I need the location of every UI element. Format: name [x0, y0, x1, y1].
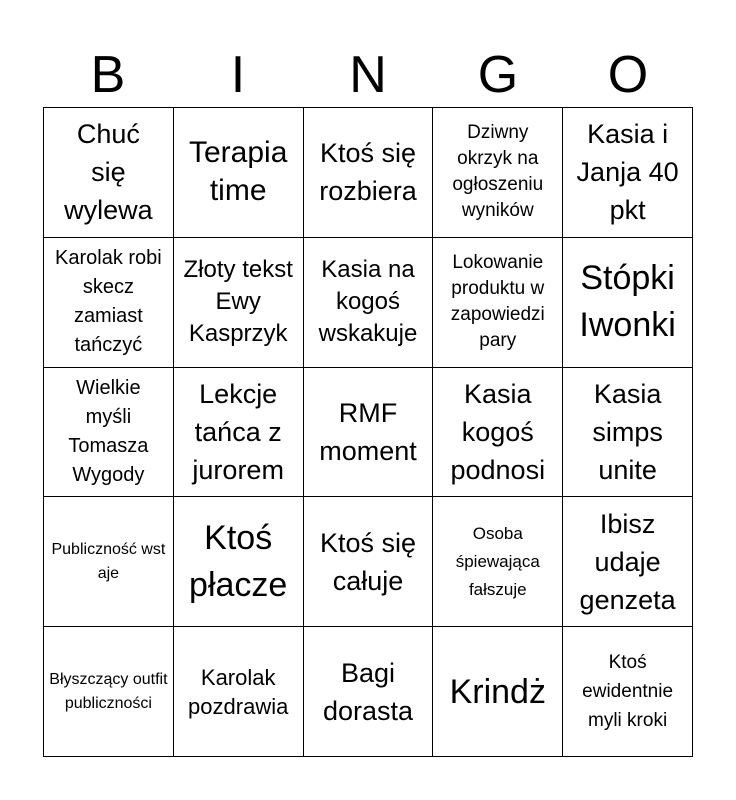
cell-label: Krindż: [449, 672, 546, 711]
cell-label: Karolak pozdrawia: [188, 664, 289, 719]
cell-label: Błyszczący outfit publiczności: [49, 670, 168, 712]
bingo-cell[interactable]: [174, 627, 304, 757]
bingo-header: [43, 42, 693, 108]
bingo-cell[interactable]: [44, 238, 174, 368]
bingo-cell[interactable]: [563, 368, 693, 498]
bingo-cell[interactable]: [433, 497, 563, 627]
header-letter-b: B: [90, 46, 126, 104]
cell-label: Publiczność wstaje: [51, 540, 166, 582]
bingo-cell[interactable]: [433, 627, 563, 757]
bingo-cell[interactable]: [174, 368, 304, 498]
cell-label: Karolak robi skecz zamiast tańczyć: [55, 247, 162, 357]
cell-label: Kasia na kogoś wskakuje: [318, 256, 418, 348]
cell-label: Kasia simps unite: [592, 378, 663, 485]
header-letter-g: G: [477, 46, 519, 104]
bingo-cell[interactable]: [433, 108, 563, 238]
cell-label: Lokowanie produktu w zapowiedzi pary: [450, 252, 545, 352]
bingo-cell[interactable]: [304, 108, 434, 238]
bingo-cell[interactable]: [304, 368, 434, 498]
bingo-cell[interactable]: [44, 497, 174, 627]
bingo-cell[interactable]: [174, 497, 304, 627]
cell-label: Kasia kogoś podnosi: [450, 378, 546, 485]
cell-label: Osoba śpiewająca fałszuje: [455, 523, 540, 599]
cell-label: Ibisz udaje genzeta: [579, 508, 676, 615]
bingo-cell[interactable]: [563, 497, 693, 627]
cell-label: Chuć się wylewa: [64, 119, 153, 226]
bingo-cell[interactable]: [563, 238, 693, 368]
bingo-cell[interactable]: [563, 108, 693, 238]
bingo-cell[interactable]: [44, 368, 174, 498]
cell-label: Bagi dorasta: [322, 657, 414, 726]
cell-label: Dziwny okrzyk na ogłoszeniu wyników: [452, 122, 544, 222]
header-letter-o: O: [607, 46, 649, 104]
bingo-cell[interactable]: [304, 497, 434, 627]
bingo-cell[interactable]: [304, 627, 434, 757]
cell-label: Ktoś się rozbiera: [319, 138, 417, 207]
header-letter-n: N: [349, 46, 387, 104]
cell-label: Kasia i Janja 40 pkt: [576, 119, 679, 226]
bingo-cell[interactable]: [44, 108, 174, 238]
cell-label: Złoty tekst Ewy Kasprzyk: [183, 256, 293, 348]
cell-label: Ktoś ewidentnie myli kroki: [582, 652, 674, 732]
bingo-cell[interactable]: [304, 238, 434, 368]
bingo-cell[interactable]: [563, 627, 693, 757]
bingo-cell[interactable]: [433, 368, 563, 498]
header-letter-i: I: [230, 46, 246, 104]
bingo-cell[interactable]: [44, 627, 174, 757]
cell-label: Terapia time: [188, 136, 288, 208]
cell-label: Stópki Iwonki: [579, 259, 676, 345]
bingo-cell[interactable]: [174, 108, 304, 238]
bingo-cell[interactable]: [433, 238, 563, 368]
bingo-grid: [43, 107, 693, 757]
cell-label: Ktoś się całuje: [319, 527, 416, 596]
cell-label: Lekcje tańca z jurorem: [192, 378, 284, 485]
cell-label: Ktoś płacze: [189, 518, 288, 604]
bingo-cell[interactable]: [174, 238, 304, 368]
cell-label: Wielkie myśli Tomasza Wygody: [68, 376, 149, 486]
cell-label: RMF moment: [319, 397, 417, 466]
